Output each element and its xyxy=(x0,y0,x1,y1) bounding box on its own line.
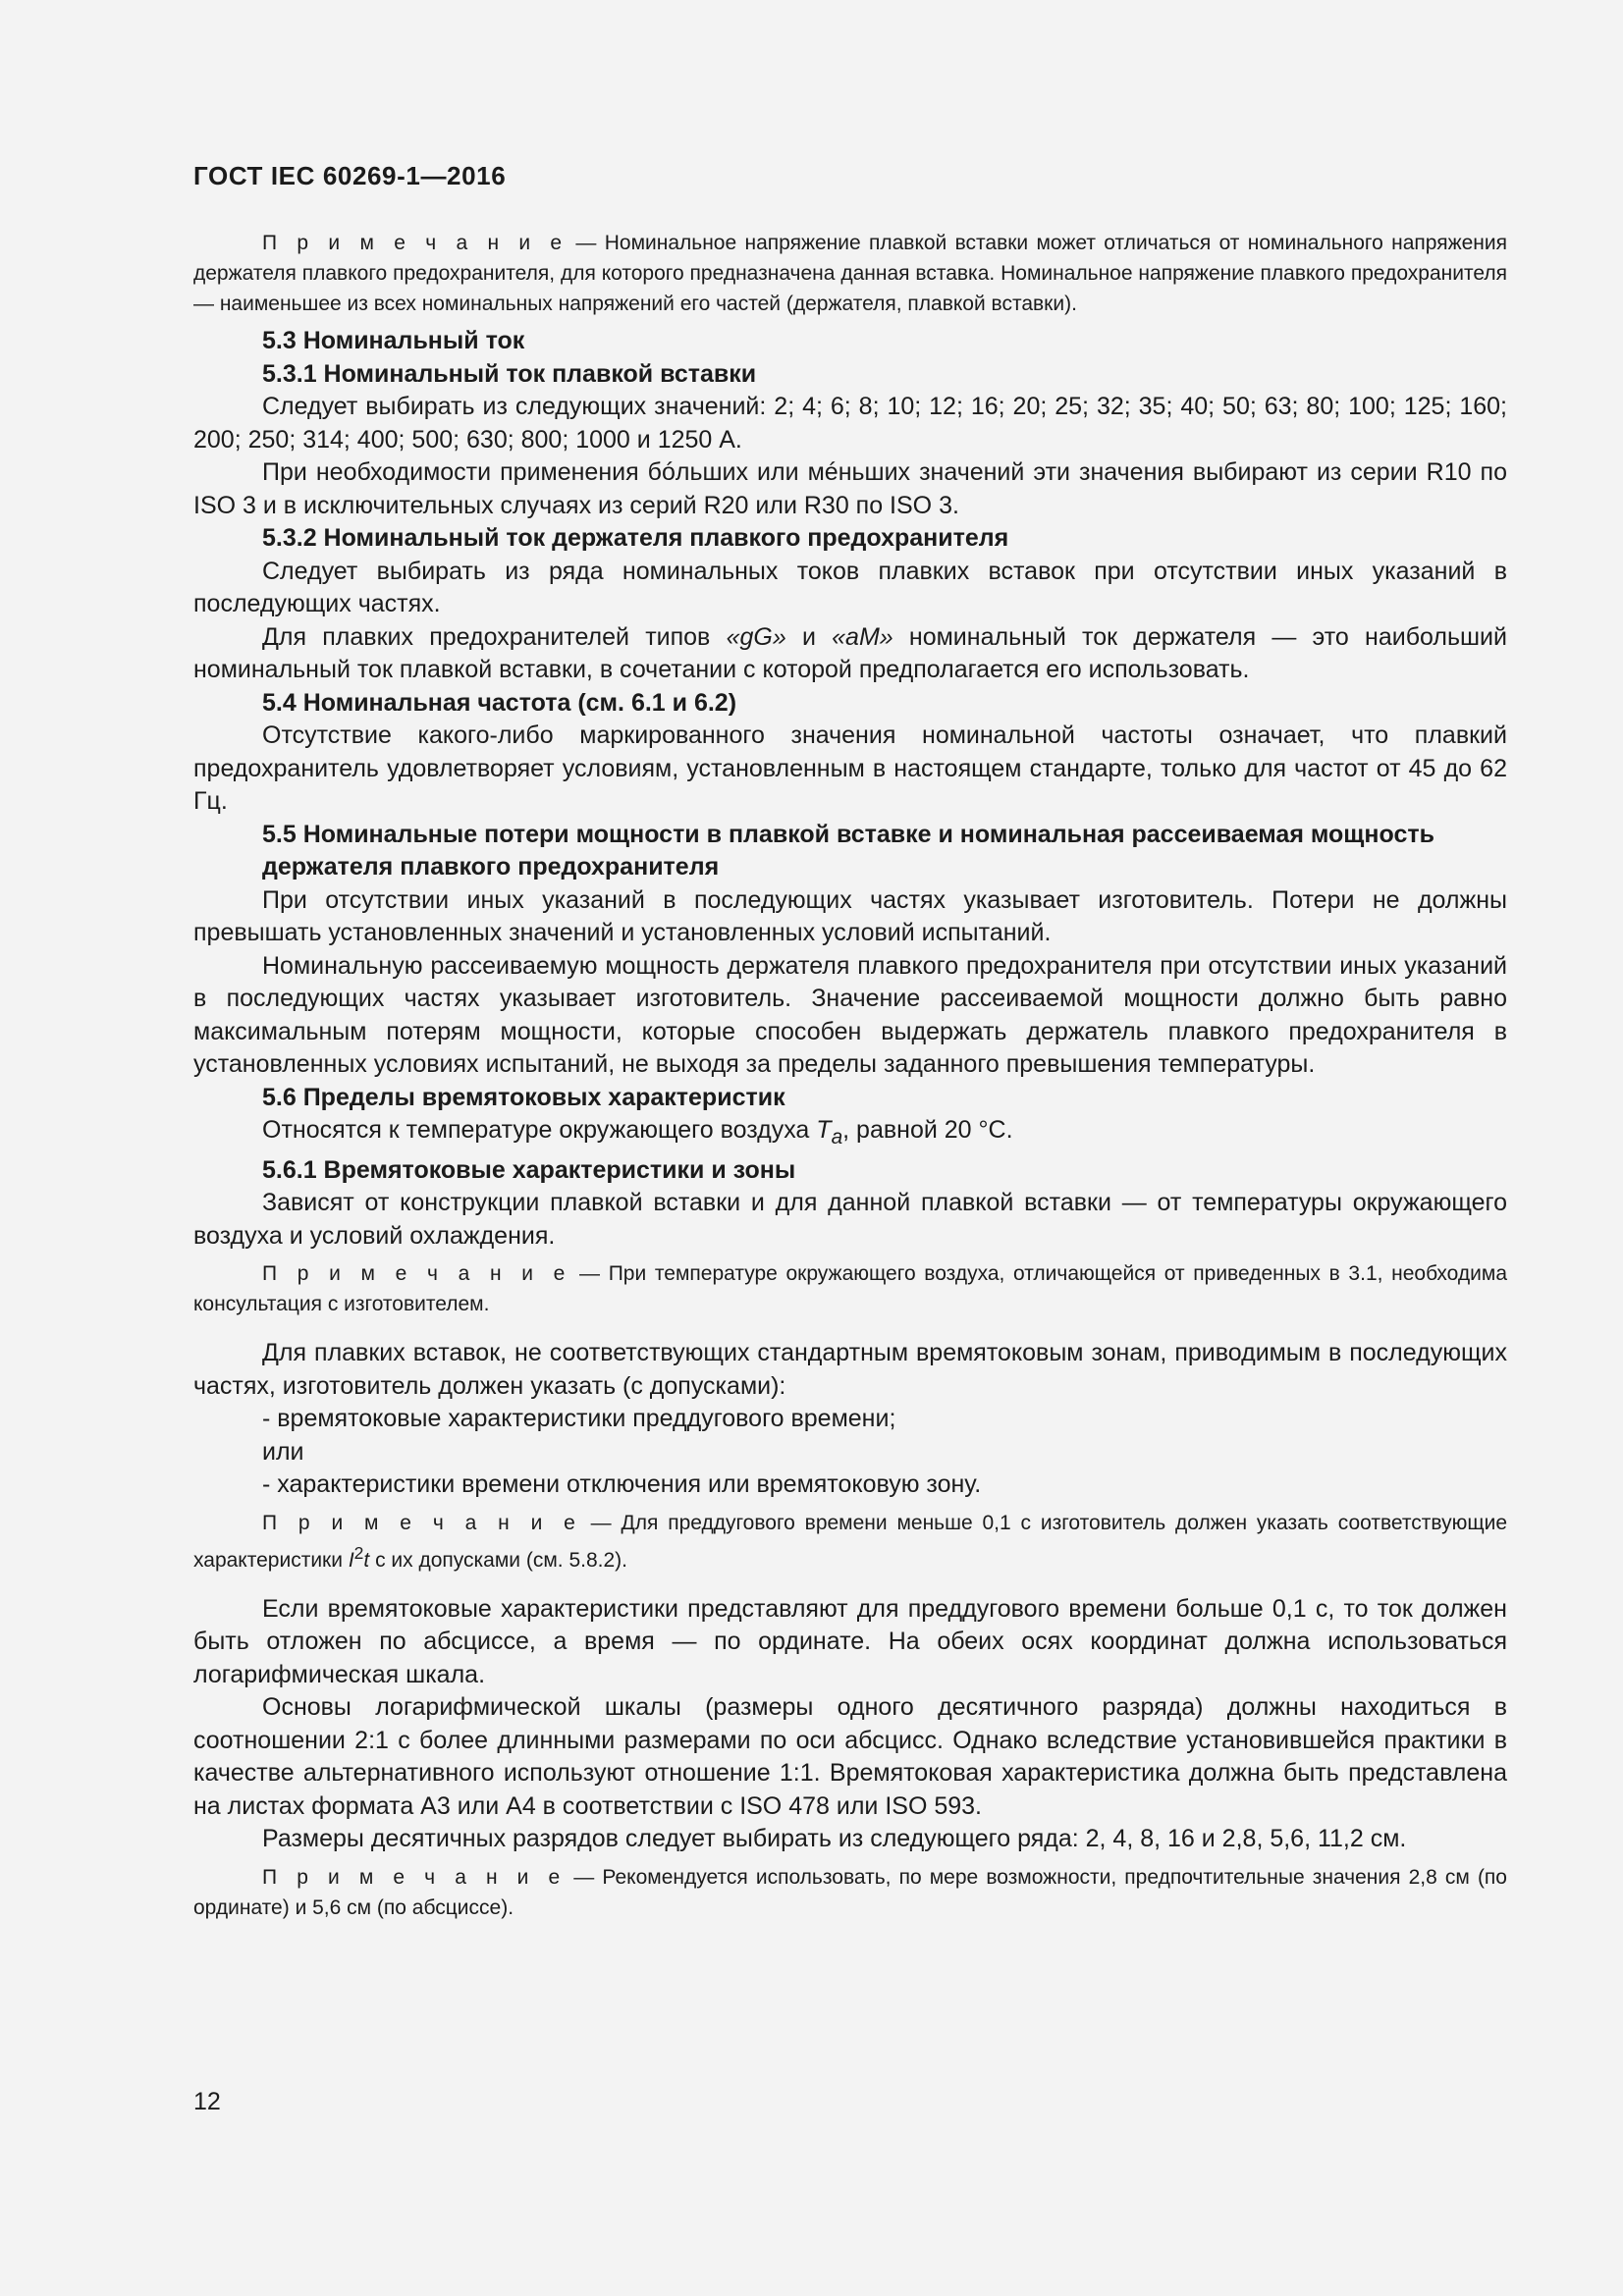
section-5-6-heading: 5.6 Пределы времятоковых характеристик xyxy=(262,1083,785,1111)
paragraph: Зависят от конструкции плавкой вставки и для данной плавкой вставки — от температуры окружающего воздуха и условий охлаждения. xyxy=(193,1189,1507,1250)
note-ambient-temperature: П р и м е ч а н и е — При температуре окружающего воздуха, отличающейся от приведенных в 3.1, необходима консультация с изготовителем. xyxy=(193,1262,1508,1315)
paragraph: Размеры десятичных разрядов следует выбирать из следующего ряда: 2, 4, 8, 16 и 2,8, 5,6, 11,2 см. xyxy=(262,1825,1407,1852)
paragraph: Если времятоковые характеристики представляют для преддугового времени больше 0,1 с, то ток должен быть отложен по абсциссе, а время — по ординате. На обеих осях координат должна использоваться логарифмическая шкала. xyxy=(193,1594,1507,1688)
section-5-6-1-heading: 5.6.1 Времятоковые характеристики и зоны xyxy=(262,1155,796,1184)
paragraph: Относятся к температуре окружающего воздуха $T_a$, равной 20 °С. xyxy=(262,1116,1013,1148)
paragraph: Номинальную рассеиваемую мощность держателя плавкого предохранителя при отсутствии иных указаний в последующих частях указывает изготовитель. Значение рассеиваемой мощности должно быть равно максимальным потерям мощности, которые способен выдержать держатель плавкого предохранителя в установленных условиях испытаний, не выходя за пределы заданного превышения температуры. xyxy=(193,951,1507,1078)
note-rated-voltage: П р и м е ч а н и е — Номинальное напряжение плавкой вставки может отличаться от номинального напряжения держателя плавкого предохранителя, для которого предназначена данная вставка. Номинальное напряжение плавкого предохранителя — наименьшее из всех номинальных напряжений его частей (держателя, плавкой вставки). xyxy=(193,232,1507,315)
page-number: 12 xyxy=(193,2088,221,2115)
paragraph: Основы логарифмической шкалы (размеры одного десятичного разряда) должны находиться в соотношении 2:1 с более длинными размерами по оси абсцисс. Однако вследствие установившейся практики в качестве альтернативного используют отношение 1:1. Времятоковая характеристика должна быть представлена на листах формата А3 или А4 в соответствии с ISO 478 или ISO 593. xyxy=(193,1693,1507,1820)
document-body xyxy=(193,228,1507,1923)
paragraph: Для плавких вставок, не соответствующих стандартным времятоковым зонам, приводимым в последующих частях, изготовитель должен указать (с допусками): xyxy=(193,1339,1507,1400)
paragraph: При необходимости применения бóльших или мéньших значений эти значения выбирают из серии R10 по ISO 3 и в исключительных случаях из серий R20 или R30 по ISO 3. xyxy=(193,458,1507,519)
list-item: - времятоковые характеристики преддугового времени; xyxy=(262,1405,896,1432)
paragraph: Для плавких предохранителей типов «gG» и «aM» номинальный ток держателя — это наибольший номинальный ток плавкой вставки, в сочетании с которой предполагается его использовать. xyxy=(193,622,1507,683)
section-5-3-2-heading: 5.3.2 Номинальный ток держателя плавкого предохранителя xyxy=(262,524,1009,552)
list-item: - характеристики времени отключения или времятоковую зону. xyxy=(262,1470,982,1498)
section-5-4-heading: 5.4 Номинальная частота (см. 6.1 и 6.2) xyxy=(262,688,737,717)
document-header: ГОСТ IEC 60269-1—2016 xyxy=(193,161,507,190)
paragraph: Следует выбирать из следующих значений: 2; 4; 6; 8; 10; 12; 16; 20; 25; 32; 35; 40; 50; 63; 80; 100; 125; 160; 200; 250; 314; 400; 500; 630; 800; 1000 и 1250 А. xyxy=(193,393,1507,454)
paragraph: Следует выбирать из ряда номинальных токов плавких вставок при отсутствии иных указаний в последующих частях. xyxy=(193,557,1507,617)
section-5-3-1-heading: 5.3.1 Номинальный ток плавкой вставки xyxy=(262,359,757,388)
paragraph: При отсутствии иных указаний в последующих частях указывает изготовитель. Потери не должны превышать установленных значений и установленных условий испытаний. xyxy=(193,885,1507,946)
note-pre-arcing: П р и м е ч а н и е — Для преддугового времени меньше 0,1 с изготовитель должен указать соответствующие характеристики $I^2t$ с их допусками (см. 5.8.2). xyxy=(193,1511,1508,1572)
paragraph: Отсутствие какого-либо маркированного значения номинальной частоты означает, что плавкий предохранитель удовлетворяет условиям, установленным в настоящем стандарте, только для частот от 45 до 62 Гц. xyxy=(193,721,1507,815)
note-preferred-values: П р и м е ч а н и е — Рекомендуется использовать, по мере возможности, предпочтительные значения 2,8 см (по ординате) и 5,6 см (по абсциссе). xyxy=(193,1865,1507,1919)
section-5-5-heading: 5.5 Номинальные потери мощности в плавкой вставке и номинальная рассеиваемая мощность держателя плавкого предохранителя xyxy=(262,820,1434,881)
section-5-3-heading: 5.3 Номинальный ток xyxy=(262,327,525,354)
list-item: или xyxy=(262,1437,304,1466)
